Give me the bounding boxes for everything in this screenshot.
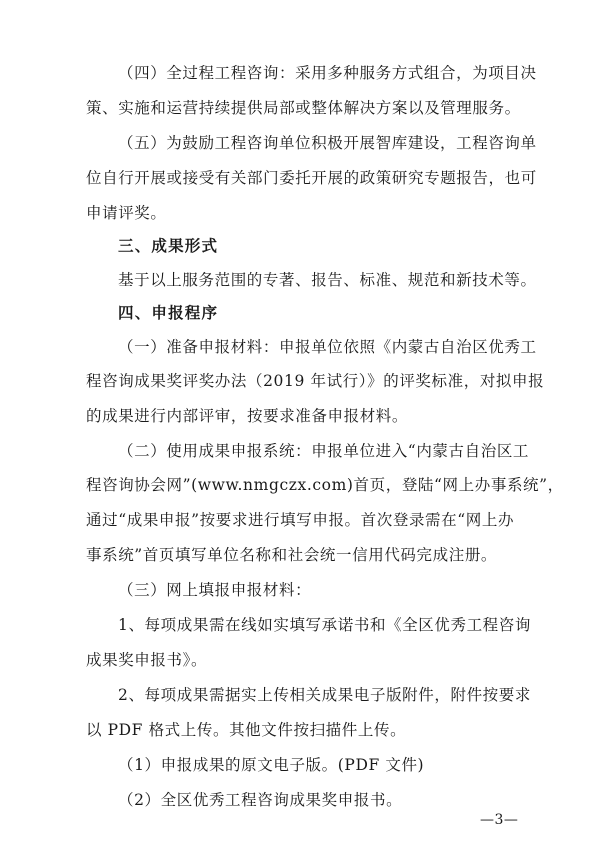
- paragraph-line-10: 程咨询成果奖评奖办法（2019 年试行）》的评奖标准，对拟申报: [86, 372, 545, 390]
- paragraph-line-14: 通过“成果申报”按要求进行填写申报。首次登录需在“网上办: [86, 511, 515, 529]
- paragraph-line-1: （四）全过程工程咨询：采用多种服务方式组合，为项目决: [118, 64, 537, 82]
- paragraph-line-17: 1、每项成果需在线如实填写承诺书和《全区优秀工程咨询: [118, 616, 531, 634]
- paragraph-line-21: （1）申报成果的原文电子版。(PDF 文件): [118, 756, 425, 774]
- paragraph-line-16: （三）网上填报申报材料：: [118, 581, 312, 599]
- section-heading-procedure: 四、申报程序: [118, 304, 219, 322]
- paragraph-line-11: 的成果进行内部评审，按要求准备申报材料。: [86, 407, 409, 425]
- paragraph-line-22: （2）全区优秀工程咨询成果奖申报书。: [118, 791, 403, 809]
- paragraph-line-18: 成果奖申报书》。: [86, 651, 208, 669]
- paragraph-line-5: 申请评奖。: [86, 204, 167, 222]
- paragraph-line-13: 程咨询协会网”(www.nmgczx.com)首页，登陆“网上办事系统”，: [86, 476, 564, 494]
- paragraph-line-7: 基于以上服务范围的专著、报告、标准、规范和新技术等。: [118, 271, 537, 289]
- paragraph-line-2: 策、实施和运营持续提供局部或整体解决方案以及管理服务。: [86, 99, 521, 117]
- paragraph-line-4: 位自行开展或接受有关部门委托开展的政策研究专题报告，也可: [86, 169, 537, 187]
- paragraph-line-15: 事系统”首页填写单位名称和社会统一信用代码完成注册。: [86, 546, 498, 564]
- paragraph-line-20: 以 PDF 格式上传。其他文件按扫描件上传。: [86, 721, 407, 739]
- paragraph-line-19: 2、每项成果需据实上传相关成果电子版附件，附件按要求: [118, 686, 531, 704]
- paragraph-line-12: （二）使用成果申报系统：申报单位进入“内蒙古自治区工: [118, 442, 530, 460]
- page-number: —3—: [480, 812, 519, 828]
- section-heading-results: 三、成果形式: [118, 237, 219, 255]
- paragraph-line-3: （五）为鼓励工程咨询单位积极开展智库建设，工程咨询单: [118, 134, 537, 152]
- paragraph-line-9: （一）准备申报材料：申报单位依照《内蒙古自治区优秀工: [118, 338, 537, 356]
